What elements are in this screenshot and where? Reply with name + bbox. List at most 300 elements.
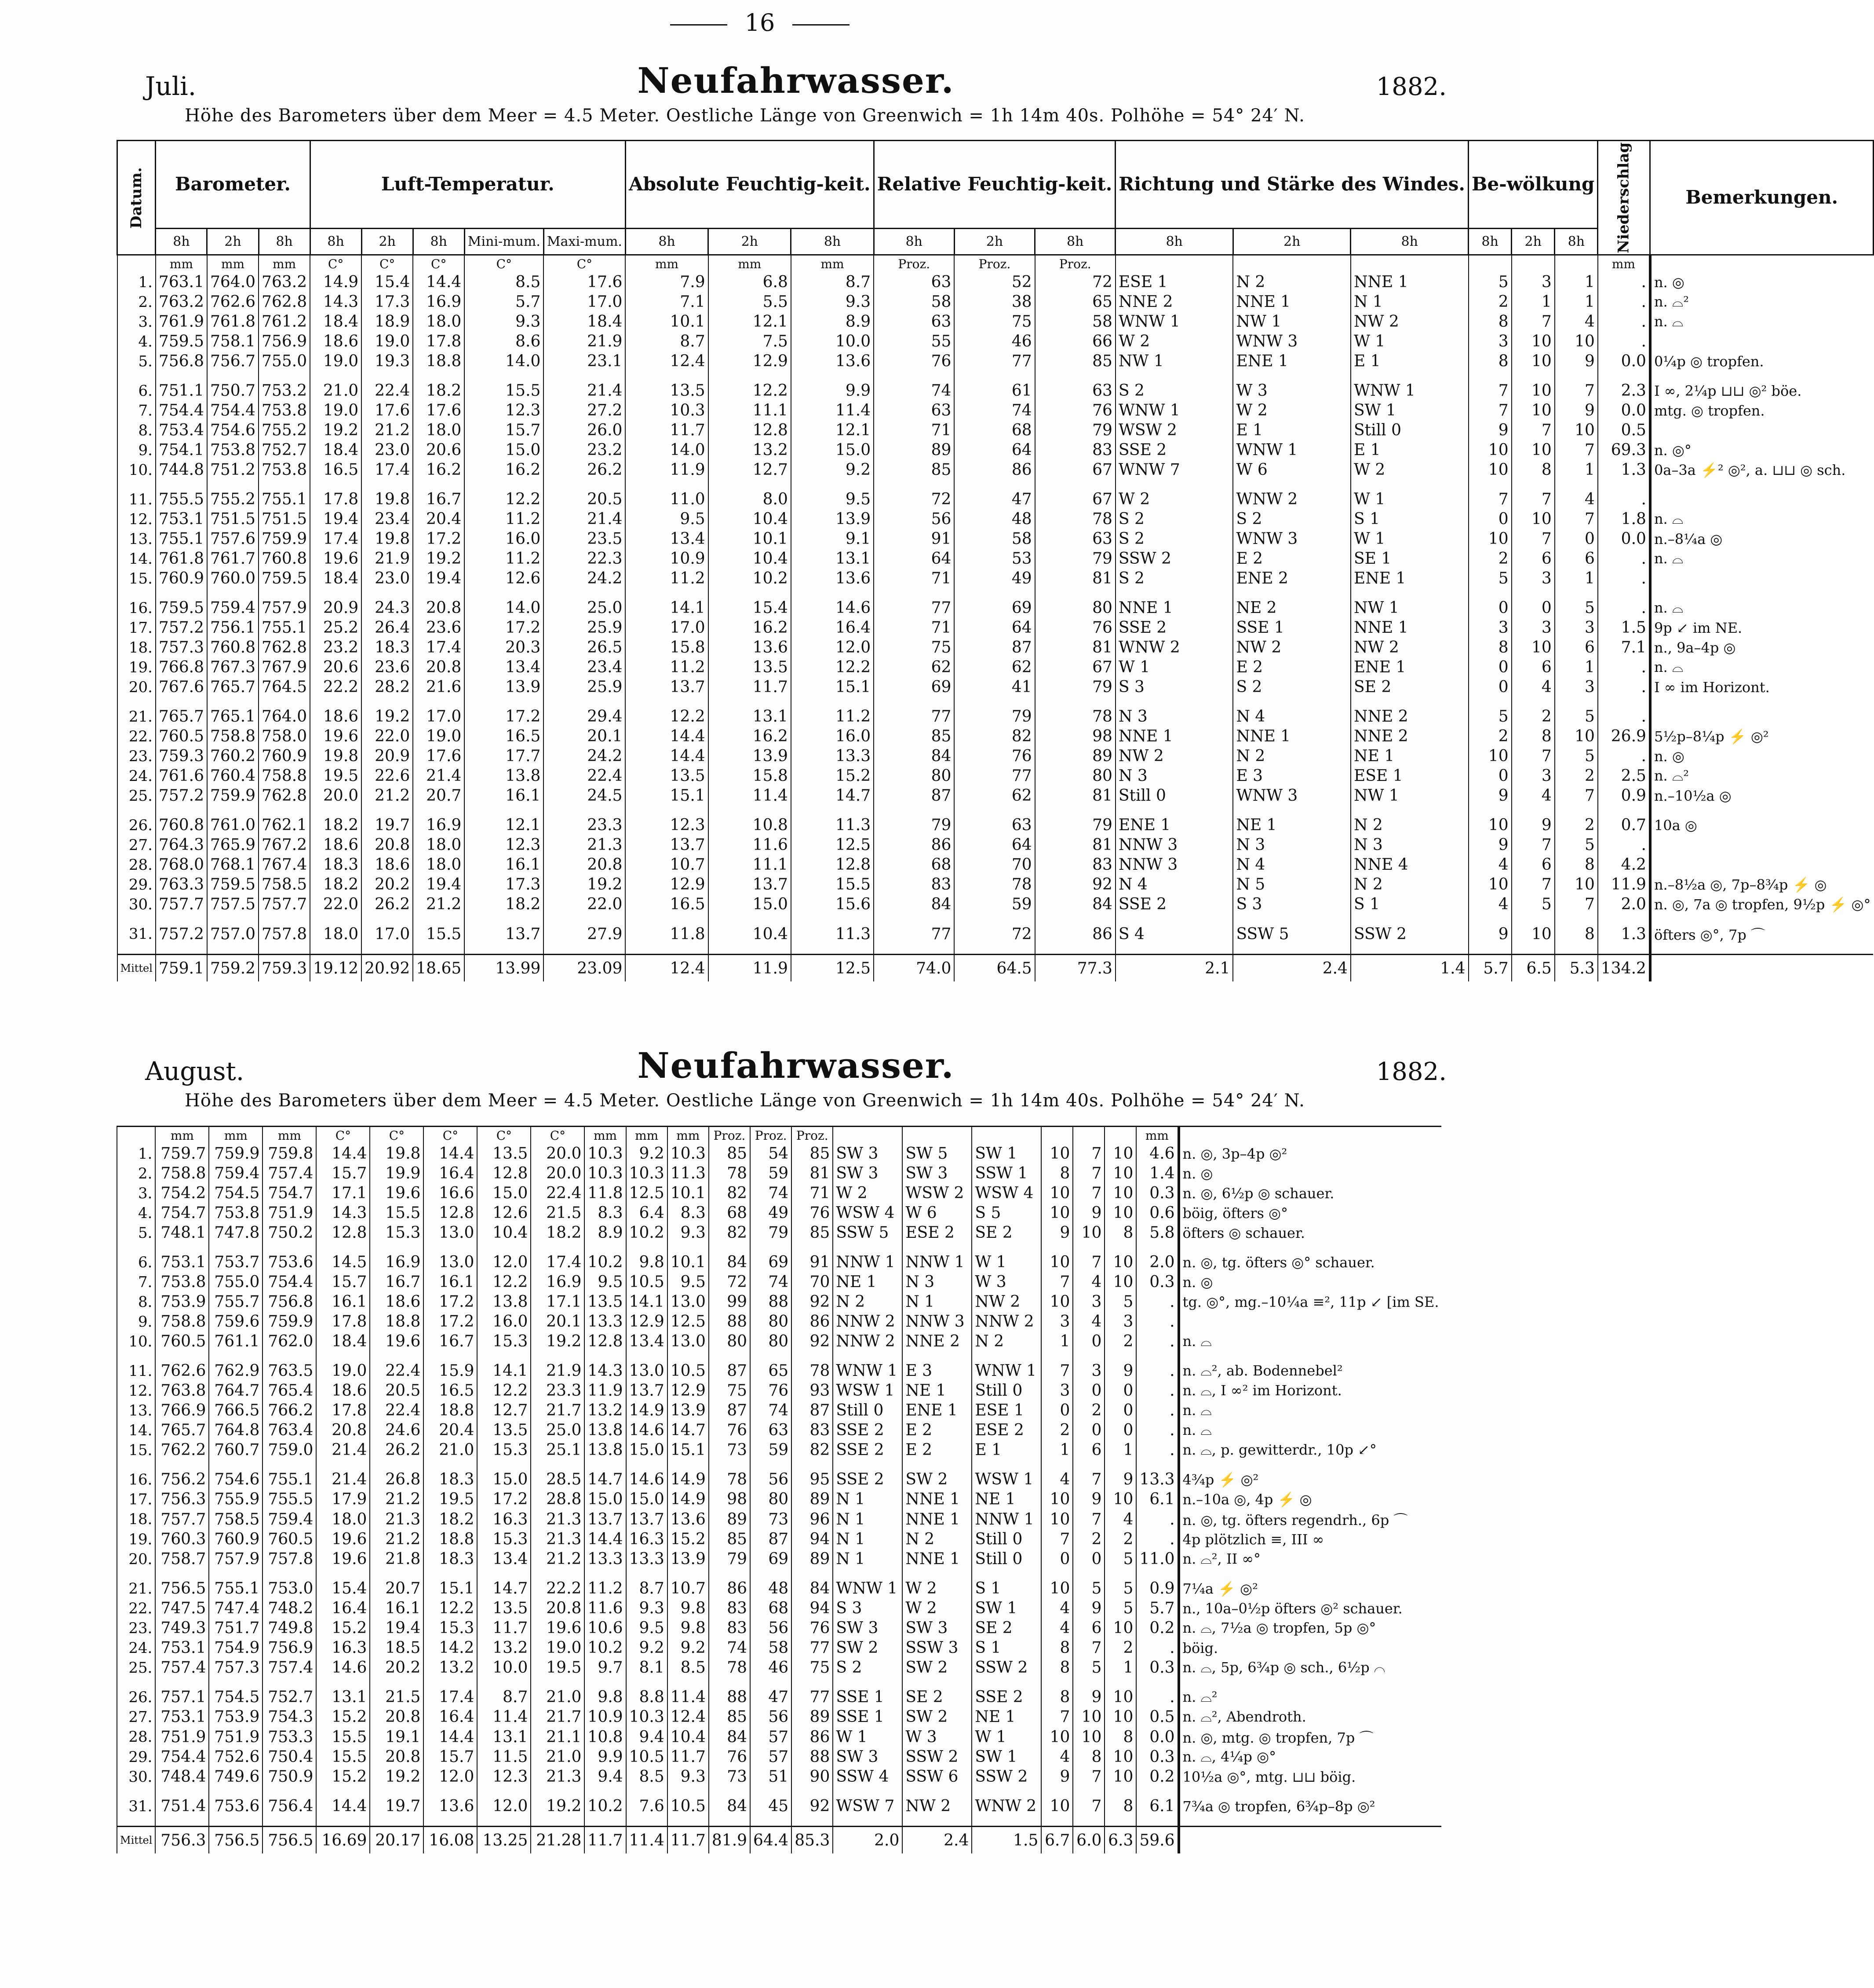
day-cell: 17. <box>117 618 156 638</box>
wind-mean: 2.4 <box>902 1827 972 1854</box>
cloud-cover-cell: 0 <box>1469 657 1512 677</box>
absolute-humidity-cell: 13.0 <box>626 1361 667 1381</box>
gap-cell <box>263 1243 316 1252</box>
gap-cell <box>1233 944 1351 955</box>
precipitation-cell: . <box>1598 272 1650 292</box>
table-row <box>117 1312 1441 1331</box>
temperature-cell: 21.0 <box>423 1440 477 1460</box>
table-row <box>117 1509 1441 1529</box>
wind-cell: Still 0 <box>1351 420 1469 440</box>
table-row <box>117 1598 1441 1618</box>
col-wind: Richtung und Stärke des Windes. <box>1116 141 1469 229</box>
cloud-cover-cell: 7 <box>1073 1796 1105 1816</box>
absolute-humidity-cell: 10.6 <box>584 1618 626 1638</box>
gap-cell <box>531 1678 584 1687</box>
col-precipitation: Niederschlag <box>1598 141 1650 255</box>
day-cell: 9. <box>117 1312 155 1331</box>
absolute-humidity-cell: 9.1 <box>791 529 874 549</box>
barometer-cell: 758.0 <box>259 726 310 746</box>
absolute-humidity-cell: 10.3 <box>626 1164 667 1183</box>
gap-cell <box>543 588 625 598</box>
temperature-cell: 18.9 <box>361 312 413 332</box>
day-cell: 19. <box>117 1529 155 1549</box>
barometer-cell: 753.2 <box>259 381 310 401</box>
temperature-cell: 22.4 <box>370 1401 423 1420</box>
day-cell: 6. <box>117 381 156 401</box>
wind-cell: N 2 <box>1233 746 1351 766</box>
precipitation-cell: . <box>1136 1420 1178 1440</box>
relative-humidity-cell: 67 <box>1035 657 1116 677</box>
barometer-cell: 753.7 <box>209 1252 263 1272</box>
wind-cell: S 2 <box>833 1658 902 1678</box>
table-row <box>117 312 1874 332</box>
temperature-cell: 21.3 <box>370 1509 423 1529</box>
gap-cell <box>626 1351 667 1361</box>
absolute-humidity-cell: 13.1 <box>791 549 874 569</box>
wind-cell: NNW 3 <box>1116 835 1233 855</box>
barometer-cell: 752.7 <box>263 1687 316 1707</box>
cloud-cover-cell: 3 <box>1555 618 1598 638</box>
temperature-cell: 13.2 <box>423 1658 477 1678</box>
absolute-humidity-cell: 11.4 <box>667 1687 709 1707</box>
temperature-cell: 22.2 <box>310 677 361 697</box>
unit: Proz. <box>874 255 954 273</box>
temperature-min-cell: 12.6 <box>477 1203 531 1223</box>
gap-cell <box>117 944 156 955</box>
barometer-cell: 760.5 <box>263 1529 316 1549</box>
temperature-cell: 24.6 <box>370 1420 423 1440</box>
gap-cell <box>207 806 259 815</box>
wind-cell: W 1 <box>1351 529 1469 549</box>
temperature-cell: 18.8 <box>423 1401 477 1420</box>
barometer-cell: 752.7 <box>259 440 310 460</box>
temperature-max-cell: 28.5 <box>531 1470 584 1489</box>
absolute-humidity-cell: 7.9 <box>625 272 708 292</box>
temperature-max-cell: 19.0 <box>531 1638 584 1658</box>
barometer-cell: 754.4 <box>263 1272 316 1292</box>
barometer-cell: 757.0 <box>207 924 259 944</box>
table-row <box>117 1687 1441 1707</box>
absolute-humidity-cell: 11.1 <box>708 401 791 420</box>
unit: Proz. <box>1035 255 1116 273</box>
gap-cell <box>791 1243 833 1252</box>
wind-cell: NW 1 <box>1351 598 1469 618</box>
barometer-cell: 764.0 <box>207 272 259 292</box>
temperature-cell: 17.0 <box>413 707 464 726</box>
gap-cell <box>1233 371 1351 381</box>
relative-humidity-cell: 52 <box>954 272 1035 292</box>
precipitation-cell: . <box>1598 707 1650 726</box>
cloud-cover-cell: 10 <box>1512 332 1555 351</box>
gap-cell <box>207 588 259 598</box>
absolute-humidity-cell: 12.8 <box>584 1331 626 1351</box>
table-row <box>117 746 1874 766</box>
barometer-cell: 753.1 <box>155 1638 209 1658</box>
wind-cell: W 2 <box>902 1598 972 1618</box>
relative-humidity-cell: 86 <box>791 1727 833 1747</box>
absolute-humidity-cell: 14.1 <box>625 598 708 618</box>
remarks-cell: n. ◎, mtg. ◎ tropfen, 7p ⌒ <box>1179 1727 1442 1747</box>
gap-cell <box>667 1460 709 1470</box>
temperature-cell: 20.4 <box>413 509 464 529</box>
station-info: Höhe des Barometers über dem Meer = 4.5 Meter. Oestliche Länge von Greenwich = 1h 14m 40s. Polhöhe = 54° 24′ N. <box>185 1091 1305 1111</box>
temperature-cell: 18.2 <box>310 875 361 894</box>
gap-cell <box>1179 1787 1442 1796</box>
relative-humidity-cell: 64 <box>954 618 1035 638</box>
barometer-cell: 753.1 <box>155 1707 209 1727</box>
gap-cell <box>117 1678 155 1687</box>
temperature-cell: 19.4 <box>310 509 361 529</box>
gap-cell <box>263 1816 316 1827</box>
remarks-cell <box>1650 489 1874 509</box>
gap-cell <box>259 480 310 489</box>
temperature-cell: 26.8 <box>370 1470 423 1489</box>
temperature-max-mean: 23.09 <box>543 955 625 982</box>
relative-humidity-cell: 84 <box>791 1579 833 1598</box>
gap-cell <box>1179 1351 1442 1361</box>
temperature-cell: 20.6 <box>310 657 361 677</box>
cloud-cover-cell: 6 <box>1073 1618 1105 1638</box>
gap-cell <box>1136 1351 1178 1361</box>
wind-cell: Still 0 <box>1116 786 1233 806</box>
gap-cell <box>1469 480 1512 489</box>
temperature-max-cell: 23.5 <box>543 529 625 549</box>
cloud-cover-cell: 1 <box>1105 1658 1136 1678</box>
barometer-cell: 750.7 <box>207 381 259 401</box>
cloud-cover-cell: 10 <box>1555 726 1598 746</box>
relative-humidity-cell: 75 <box>709 1381 750 1401</box>
temperature-min-cell: 11.2 <box>464 509 543 529</box>
relative-humidity-cell: 76 <box>709 1747 750 1767</box>
barometer-cell: 755.1 <box>263 1470 316 1489</box>
wind-cell: SE 2 <box>902 1687 972 1707</box>
absolute-humidity-cell: 6.4 <box>626 1203 667 1223</box>
relative-humidity-cell: 79 <box>874 815 954 835</box>
gap-cell <box>1073 1243 1105 1252</box>
temperature-mean: 18.65 <box>413 955 464 982</box>
wind-cell: W 2 <box>1116 489 1233 509</box>
day-cell: 20. <box>117 677 156 697</box>
group-gap <box>117 914 1874 924</box>
gap-cell <box>791 1569 833 1579</box>
relative-humidity-cell: 56 <box>874 509 954 529</box>
cloud-cover-cell: 5 <box>1073 1579 1105 1598</box>
gap-cell <box>1598 697 1650 707</box>
gap-cell <box>954 371 1035 381</box>
absolute-humidity-cell: 11.4 <box>708 786 791 806</box>
gap-cell <box>156 914 207 924</box>
relative-humidity-cell: 68 <box>874 855 954 875</box>
gap-cell <box>1555 371 1598 381</box>
cloud-cover-cell: 6 <box>1555 549 1598 569</box>
temperature-cell: 21.2 <box>413 894 464 914</box>
cloud-cover-cell: 7 <box>1073 1252 1105 1272</box>
day-cell: 19. <box>117 657 156 677</box>
barometer-cell: 749.8 <box>263 1618 316 1638</box>
cloud-cover-mean: 6.5 <box>1512 955 1555 982</box>
cloud-cover-mean: 5.3 <box>1555 955 1598 982</box>
temperature-max-cell: 27.9 <box>543 924 625 944</box>
cloud-cover-cell: 10 <box>1555 875 1598 894</box>
temperature-cell: 15.4 <box>316 1579 370 1598</box>
absolute-humidity-cell: 8.1 <box>626 1658 667 1678</box>
wind-cell: WSW 2 <box>1116 420 1233 440</box>
absolute-humidity-cell: 14.6 <box>626 1470 667 1489</box>
table-row <box>117 1707 1441 1727</box>
relative-humidity-cell: 84 <box>874 746 954 766</box>
col-datum: Datum. <box>117 141 156 255</box>
remarks-cell: n. ◎, tg. öfters regendrh., 6p ⌒ <box>1179 1509 1442 1529</box>
temperature-max-cell: 18.4 <box>543 312 625 332</box>
absolute-humidity-cell: 9.2 <box>626 1144 667 1164</box>
hour-label: 8h <box>1469 229 1512 255</box>
day-cell: 16. <box>117 1470 155 1489</box>
table-row <box>117 1727 1441 1747</box>
temperature-min-cell: 17.7 <box>464 746 543 766</box>
gap-cell <box>310 697 361 707</box>
gap-cell <box>1469 371 1512 381</box>
table-row <box>117 549 1874 569</box>
temperature-cell: 16.5 <box>423 1381 477 1401</box>
gap-cell <box>156 944 207 955</box>
cloud-cover-cell: 0 <box>1555 529 1598 549</box>
precipitation-cell: 0.3 <box>1136 1747 1178 1767</box>
cloud-cover-cell: 5 <box>1469 569 1512 588</box>
day-cell: 6. <box>117 1252 155 1272</box>
absolute-humidity-cell: 8.9 <box>584 1223 626 1243</box>
absolute-humidity-cell: 14.6 <box>626 1420 667 1440</box>
temperature-cell: 17.4 <box>413 638 464 657</box>
gap-cell <box>259 914 310 924</box>
gap-cell <box>117 806 156 815</box>
wind-cell: SSW 5 <box>1233 924 1351 944</box>
gap-cell <box>156 588 207 598</box>
remarks-cell: n. ◎ <box>1650 746 1874 766</box>
wind-cell: S 1 <box>972 1638 1041 1658</box>
precipitation-cell: 1.3 <box>1598 924 1650 944</box>
max-label: Maxi-mum. <box>543 229 625 255</box>
temperature-cell: 15.5 <box>316 1747 370 1767</box>
relative-humidity-cell: 48 <box>954 509 1035 529</box>
gap-cell <box>1179 1460 1442 1470</box>
hour-label: 8h <box>625 229 708 255</box>
temperature-cell: 18.6 <box>310 332 361 351</box>
table-row <box>117 1272 1441 1292</box>
relative-humidity-cell: 99 <box>709 1292 750 1312</box>
wind-cell: W 1 <box>972 1727 1041 1747</box>
barometer-cell: 759.0 <box>263 1440 316 1460</box>
absolute-humidity-cell: 9.5 <box>625 509 708 529</box>
barometer-mean: 756.5 <box>263 1827 316 1854</box>
absolute-humidity-cell: 10.3 <box>625 401 708 420</box>
cloud-cover-cell: 8 <box>1469 312 1512 332</box>
temperature-min-cell: 17.3 <box>464 875 543 894</box>
absolute-humidity-mean: 11.9 <box>708 955 791 982</box>
group-gap <box>117 1816 1441 1827</box>
barometer-cell: 751.9 <box>263 1203 316 1223</box>
cloud-cover-cell: 1 <box>1512 292 1555 312</box>
absolute-humidity-cell: 10.7 <box>667 1579 709 1598</box>
temperature-min-cell: 20.3 <box>464 638 543 657</box>
gap-cell <box>626 1460 667 1470</box>
wind-cell: W 2 <box>1351 460 1469 480</box>
barometer-cell: 750.9 <box>263 1767 316 1787</box>
relative-humidity-cell: 59 <box>750 1440 791 1460</box>
absolute-humidity-cell: 16.0 <box>791 726 874 746</box>
cloud-cover-cell: 7 <box>1512 875 1555 894</box>
relative-humidity-cell: 83 <box>791 1420 833 1440</box>
hour-label: 8h <box>259 229 310 255</box>
barometer-cell: 757.5 <box>207 894 259 914</box>
temperature-cell: 23.6 <box>413 618 464 638</box>
wind-cell: NNE 2 <box>1351 707 1469 726</box>
gap-cell <box>833 1460 902 1470</box>
wind-cell: W 2 <box>902 1579 972 1598</box>
absolute-humidity-cell: 5.5 <box>708 292 791 312</box>
temperature-cell: 14.4 <box>423 1727 477 1747</box>
barometer-cell: 754.2 <box>155 1183 209 1203</box>
unit: mm <box>708 255 791 273</box>
absolute-humidity-cell: 15.2 <box>791 766 874 786</box>
barometer-cell: 765.7 <box>156 707 207 726</box>
cloud-cover-cell: 10 <box>1469 460 1512 480</box>
remarks-cell: n. ⌓², ab. Bodennebel² <box>1179 1361 1442 1381</box>
absolute-humidity-cell: 10.2 <box>626 1223 667 1243</box>
day-cell: 29. <box>117 875 156 894</box>
wind-cell: NW 2 <box>1351 312 1469 332</box>
cloud-cover-cell: 2 <box>1469 726 1512 746</box>
relative-humidity-cell: 81 <box>1035 569 1116 588</box>
barometer-cell: 754.4 <box>207 401 259 420</box>
gap-cell <box>477 1787 531 1796</box>
unit <box>1469 255 1512 273</box>
absolute-humidity-cell: 13.3 <box>584 1312 626 1331</box>
table-row <box>117 1470 1441 1489</box>
cloud-cover-cell: 5 <box>1105 1598 1136 1618</box>
day-cell: 23. <box>117 1618 155 1638</box>
table-row <box>117 1144 1441 1164</box>
relative-humidity-cell: 74 <box>750 1183 791 1203</box>
barometer-cell: 757.9 <box>209 1549 263 1569</box>
unit: mm <box>207 255 259 273</box>
day-cell: 24. <box>117 766 156 786</box>
cloud-cover-cell: 3 <box>1041 1312 1073 1331</box>
table-row <box>117 1223 1441 1243</box>
wind-cell: SSE 1 <box>833 1707 902 1727</box>
temperature-cell: 19.6 <box>370 1331 423 1351</box>
group-gap <box>117 944 1874 955</box>
wind-cell: Still 0 <box>972 1381 1041 1401</box>
relative-humidity-cell: 84 <box>709 1727 750 1747</box>
wind-cell: SSW 2 <box>1351 924 1469 944</box>
wind-cell: ENE 1 <box>1233 351 1351 371</box>
absolute-humidity-cell: 15.0 <box>626 1489 667 1509</box>
gap-cell <box>1598 588 1650 598</box>
cloud-cover-cell: 3 <box>1469 332 1512 351</box>
hour-label: 8h <box>1035 229 1116 255</box>
temperature-cell: 21.4 <box>316 1440 370 1460</box>
cloud-cover-cell: 0 <box>1073 1331 1105 1351</box>
relative-humidity-cell: 63 <box>874 312 954 332</box>
barometer-cell: 760.4 <box>207 766 259 786</box>
barometer-cell: 760.9 <box>156 569 207 588</box>
temperature-cell: 18.0 <box>413 420 464 440</box>
precipitation-cell: 7.1 <box>1598 638 1650 657</box>
absolute-humidity-cell: 9.9 <box>584 1747 626 1767</box>
relative-humidity-cell: 90 <box>791 1767 833 1787</box>
absolute-humidity-cell: 14.9 <box>667 1489 709 1509</box>
temperature-cell: 15.3 <box>423 1618 477 1638</box>
group-gap <box>117 588 1874 598</box>
temperature-cell: 18.4 <box>310 569 361 588</box>
relative-humidity-cell: 89 <box>791 1707 833 1727</box>
barometer-cell: 761.6 <box>156 766 207 786</box>
temperature-cell: 17.8 <box>316 1312 370 1331</box>
absolute-humidity-cell: 12.8 <box>791 855 874 875</box>
cloud-cover-cell: 4 <box>1041 1470 1073 1489</box>
precipitation-cell: 4.6 <box>1136 1144 1178 1164</box>
precipitation-cell: . <box>1136 1381 1178 1401</box>
temperature-cell: 14.4 <box>316 1796 370 1816</box>
barometer-cell: 759.9 <box>209 1144 263 1164</box>
hour-label: 8h <box>156 229 207 255</box>
table-row <box>117 894 1874 914</box>
precipitation-cell: . <box>1136 1638 1178 1658</box>
temperature-max-cell: 26.2 <box>543 460 625 480</box>
barometer-cell: 751.5 <box>207 509 259 529</box>
precipitation-cell: . <box>1136 1292 1178 1312</box>
wind-cell: SSE 2 <box>972 1687 1041 1707</box>
gap-cell <box>1035 480 1116 489</box>
unit: C° <box>316 1127 370 1144</box>
wind-cell: NNE 4 <box>1351 855 1469 875</box>
day-cell: 18. <box>117 638 156 657</box>
temperature-cell: 13.1 <box>316 1687 370 1707</box>
wind-cell: E 2 <box>902 1420 972 1440</box>
relative-humidity-cell: 59 <box>954 894 1035 914</box>
temperature-min-cell: 8.7 <box>477 1687 531 1707</box>
temperature-cell: 20.9 <box>310 598 361 618</box>
temperature-cell: 21.4 <box>413 766 464 786</box>
barometer-cell: 750.4 <box>263 1747 316 1767</box>
day-cell: 8. <box>117 420 156 440</box>
temperature-max-cell: 20.0 <box>531 1164 584 1183</box>
relative-humidity-cell: 75 <box>874 638 954 657</box>
month-label: August. <box>145 1056 244 1086</box>
table-row <box>117 1331 1441 1351</box>
gap-cell <box>1105 1787 1136 1796</box>
gap-cell <box>972 1351 1041 1361</box>
day-cell: 12. <box>117 1381 155 1401</box>
relative-humidity-mean: 85.3 <box>791 1827 833 1854</box>
gap-cell <box>1116 480 1233 489</box>
gap-cell <box>791 480 874 489</box>
unit <box>1650 255 1874 273</box>
temperature-cell: 19.4 <box>370 1618 423 1638</box>
gap-cell <box>1179 1678 1442 1687</box>
absolute-humidity-cell: 9.4 <box>626 1727 667 1747</box>
precipitation-cell: . <box>1598 746 1650 766</box>
gap-cell <box>117 480 156 489</box>
wind-cell: N 4 <box>1233 707 1351 726</box>
gap-cell <box>1512 588 1555 598</box>
cloud-cover-cell: 5 <box>1469 272 1512 292</box>
barometer-cell: 755.1 <box>259 489 310 509</box>
relative-humidity-cell: 79 <box>709 1549 750 1569</box>
wind-cell: NNE 1 <box>1351 272 1469 292</box>
gap-cell <box>361 806 413 815</box>
table-row <box>117 1183 1441 1203</box>
